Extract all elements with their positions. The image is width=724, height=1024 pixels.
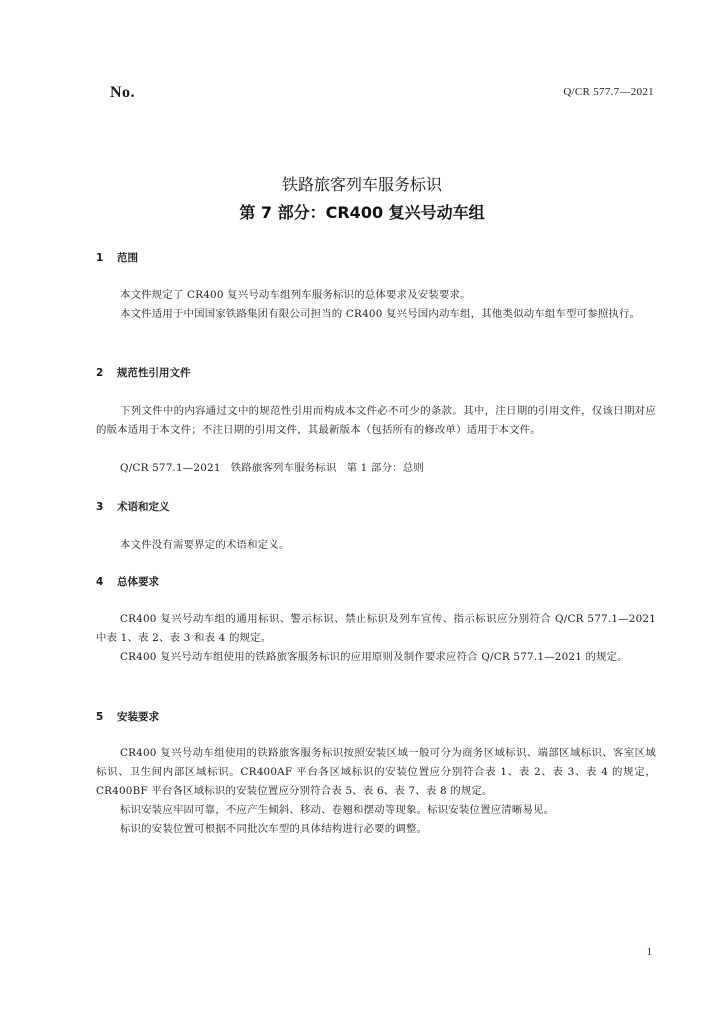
paragraph: 本文件适用于中国国家铁路集团有限公司担当的 CR400 复兴号国内动车组，其他类似动车组车型可参照执行。 bbox=[120, 308, 641, 320]
section-number: 5 bbox=[96, 711, 104, 723]
paragraph: CR400 复兴号动车组的通用标识、警示标识、禁止标识及列车宣传、指示标识应分别符合 Q/CR 577.1—2021 中表 1、表 2、表 3 和表 4 的规定。 bbox=[96, 613, 656, 644]
section-title: 范围 bbox=[117, 252, 138, 264]
paragraph: 标识的安装位置可根据不同批次车型的具体结构进行必要的调整。 bbox=[120, 823, 428, 835]
section-number: 1 bbox=[96, 252, 104, 264]
paragraph: 本文件没有需要界定的术语和定义。 bbox=[120, 539, 290, 551]
section-number: 2 bbox=[96, 367, 104, 379]
section-heading-4 bbox=[96, 574, 159, 589]
normative-reference bbox=[120, 459, 434, 474]
reference-title: 铁路旅客列车服务标识 bbox=[230, 462, 337, 474]
section-heading-3 bbox=[96, 499, 170, 514]
document-subtitle: 第 7 部分：CR400 复兴号动车组 bbox=[239, 203, 485, 222]
reference-code: Q/CR 577.1—2021 bbox=[120, 462, 221, 474]
page-number: 1 bbox=[646, 946, 652, 958]
paragraph: CR400 复兴号动车组使用的铁路旅客服务标识按照安装区域一般可分为商务区域标识、端部区域标识、客室区域标识、卫生间内部区域标识。CR400AF 平台各区域标识的安装位置应分别符合表 1、表 2、表 3、表 4 的规定，CR400BF 平台各区域标识的安装位置应分别符合表 5、表 6、表 7、表 8 的规定。 bbox=[96, 747, 656, 797]
section-heading-1 bbox=[96, 250, 138, 265]
paragraph: CR400 复兴号动车组使用的铁路旅客服务标识的应用原则及制作要求应符合 Q/CR 577.1—2021 的规定。 bbox=[120, 651, 628, 663]
section-title: 安装要求 bbox=[117, 711, 159, 723]
section-title: 术语和定义 bbox=[117, 501, 170, 513]
section-heading-2 bbox=[96, 365, 191, 380]
section-number: 4 bbox=[96, 576, 104, 588]
section-title: 规范性引用文件 bbox=[117, 367, 191, 379]
paragraph: 标识安装应牢固可靠，不应产生倾斜、移动、卷翘和摆动等现象。标识安装位置应清晰易见。 bbox=[120, 804, 555, 816]
document-title: 铁路旅客列车服务标识 bbox=[281, 175, 442, 194]
standard-code: Q/CR 577.7—2021 bbox=[563, 86, 654, 98]
header-no: No. bbox=[110, 84, 136, 101]
paragraph: 本文件规定了 CR400 复兴号动车组列车服务标识的总体要求及安装要求。 bbox=[120, 289, 471, 301]
section-heading-5 bbox=[96, 709, 159, 724]
section-number: 3 bbox=[96, 501, 104, 513]
paragraph: 下列文件中的内容通过文中的规范性引用而构成本文件必不可少的条款。其中，注日期的引用文件，仅该日期对应的版本适用于本文件；不注日期的引用文件，其最新版本（包括所有的修改单）适用于本文件。 bbox=[96, 405, 656, 436]
reference-part: 第 1 部分：总则 bbox=[346, 462, 424, 474]
section-title: 总体要求 bbox=[117, 576, 159, 588]
